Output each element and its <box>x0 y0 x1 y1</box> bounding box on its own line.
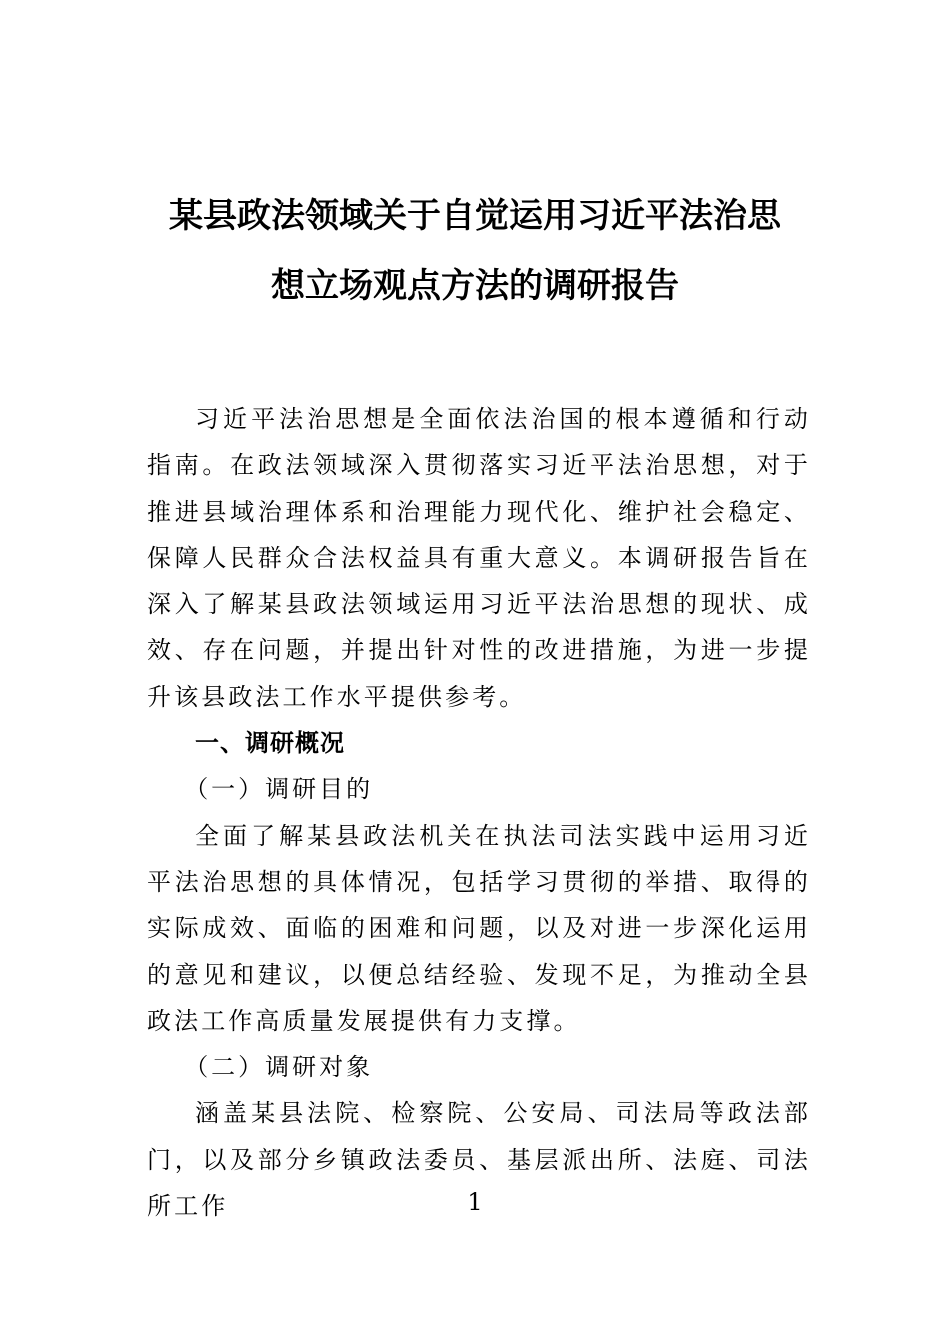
section-heading-overview: 一、调研概况 <box>195 728 345 758</box>
intro-paragraph: 习近平法治思想是全面依法治国的根本遵循和行动指南。在政法领域深入贯彻落实习近平法治思想，对于推进县域治理体系和治理能力现代化、维护社会稳定、保障人民群众合法权益具有重大意义。本调研报告旨在深入了解某县政法领域运用习近平法治思想的现状、成效、存在问题，并提出针对性的改进措施，为进一步提升该县政法工作水平提供参考。 <box>147 405 811 711</box>
purpose-paragraph: 全面了解某县政法机关在执法司法实践中运用习近平法治思想的具体情况，包括学习贯彻的举措、取得的实际成效、面临的困难和问题，以及对进一步深化运用的意见和建议，以便总结经验、发现不足，为推动全县政法工作高质量发展提供有力支撑。 <box>147 821 811 1035</box>
subjects-paragraph: 涵盖某县法院、检察院、公安局、司法局等政法部门，以及部分乡镇政法委员、基层派出所、法庭、司法所工作 <box>147 1099 811 1221</box>
document-body <box>147 396 811 1229</box>
subsection-heading-subjects: （二）调研对象 <box>184 1053 374 1082</box>
subsection-heading-purpose: （一）调研目的 <box>184 775 374 804</box>
page-number: 1 <box>467 1188 483 1216</box>
document-title-line-2: 想立场观点方法的调研报告 <box>271 266 679 306</box>
document-title-line-1: 某县政法领域关于自觉运用习近平法治思 <box>169 196 781 236</box>
